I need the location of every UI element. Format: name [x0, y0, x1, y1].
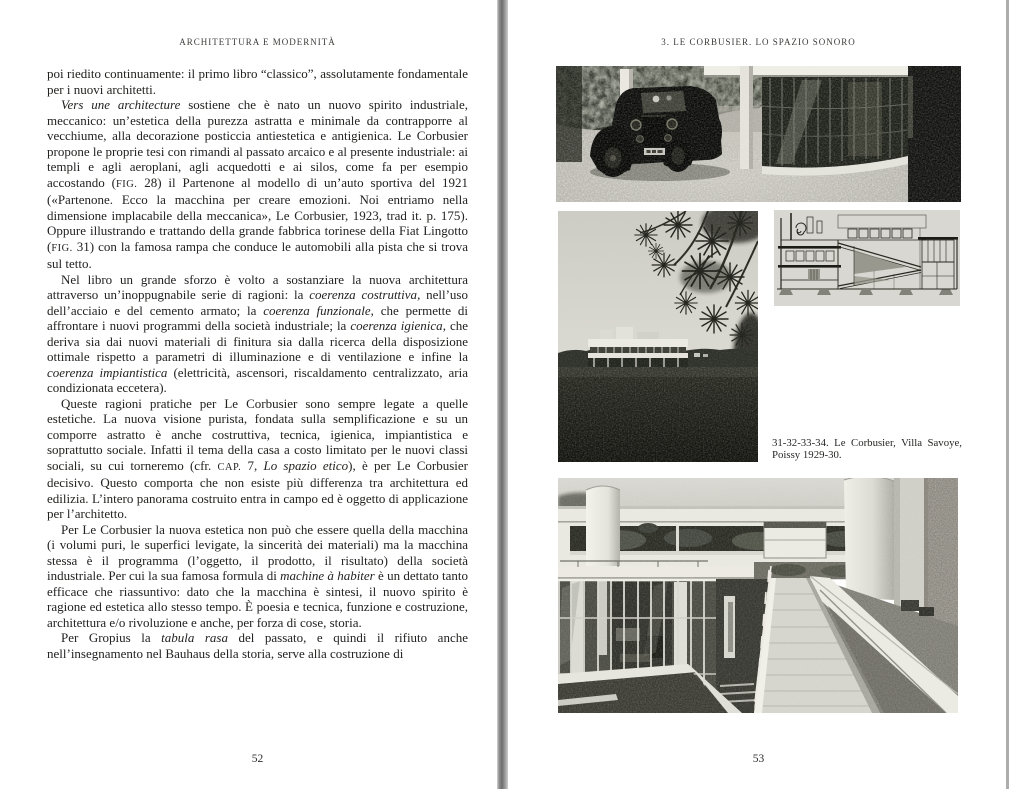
right-page-number: 53	[752, 753, 765, 765]
book-gutter	[497, 0, 508, 789]
paragraph: Nel libro un grande sforzo è volto a sostanziare la nuova architettura attraverso un’inoppugnabile serie di ragioni: la coerenza costruttiva, nell’uso dell’acciaio e del cemento armato; la coerenza funzionale, che permette di affrontare i nuovi programmi della società industriale; la coerenza igienica, che deriva sia dai nuovi materiali di finitura sia dalla ricerca della disposizione ottimale rispetto a parametri di illuminazione e di ventilazione e infine la coerenza impiantistica (elettricità, ascensori, riscaldamento centralizzato, aria condizionata eccetera).	[47, 271, 468, 395]
left-running-head: ARCHITETTURA E MODERNITÀ	[179, 37, 336, 47]
figure-section-drawing	[774, 210, 960, 306]
paragraph: Queste ragioni pratiche per Le Corbusier sono sempre legate a quelle estetiche. La nuova visione purista, fondata sulla semplificazione e su un comporre astratto è anche costruttiva, tecnica, igienica, impiantistica e soprattutto sociale. Infatti il tema della casa a costo limitato per le nuovi classi sociali, su cui torneremo (cfr. CAP. 7, Lo spazio etico), è per Le Corbusier decisivo. Questo comporta che non esiste più differenza tra architettura ed edilizia. L’intero panorama costruito entra in campo ed è oggetto di applicazione per l’architetto.	[47, 395, 469, 521]
left-page-number: 52	[251, 753, 264, 765]
right-running-head: 3. LE CORBUSIER. LO SPAZIO SONORO	[661, 37, 856, 47]
paragraph: Per Le Corbusier la nuova estetica non può che essere quella della macchina (i volumi puri, le superfici levigate, la sincerità dei materiali) ma la macchina stessa è il programma (l’oggetto, il prodotto, il risultato) della società industriale. Per cui la sua famosa formula di machine à habiter è un dettato tanto efficace che riassuntivo: dato che la macchina è sintesi, il nuovo spirito è ragione ed estetica allo stesso tempo. È poesia e tecnica, funzione e costruzione, architettura e/o rivoluzione e anche, per forza di cose, storia.	[47, 521, 469, 630]
figure-caption: 31-32-33-34. Le Corbusier, Villa Savoye, Poissy 1929-30.	[772, 437, 962, 461]
paragraph: Vers une architecture sostiene che è nato un nuovo spirito industriale, meccanico: un’estetica della purezza astratta e minimale da contrapporre al vecchiume, alla decorazione posticcia antiestetica e antigienica. Le Corbusier propone le proprie tesi con rimandi al passato arcaico e al presente industriale: ai templi e agli aeroplani, agli acquedotti e ai silos, come fa per esempio accostando (FIG. 28) il Partenone al modello di un’auto sportiva del 1921 («Partenone. Ecco la macchina per creare emozioni. Noi entriamo nella dimensione implacabile della meccanica», Le Corbusier, 1923, trad it. p. 175). Oppure illustrando e trattando della grande fabbrica torinese della Fiat Lingotto (FIG. 31) con la famosa rampa che conduce le automobili alla pista che si trova sul tetto.	[47, 97, 468, 271]
paragraph: poi riedito continuamente: il primo libro “classico”, assolutamente fondamentale per i nuovi architetti.	[47, 66, 468, 97]
paragraph: Per Gropius la tabula rasa del passato, e quindi il rifiuto anche nell’insegnamento nel Bauhaus della storia, serve alla costruzione di	[47, 630, 468, 661]
figure-car-under-pilotis	[556, 66, 961, 202]
page-right-edge	[1006, 0, 1009, 789]
body-text	[47, 66, 468, 661]
figure-roof-terrace	[558, 478, 958, 713]
figure-villa-in-meadow	[558, 211, 758, 462]
